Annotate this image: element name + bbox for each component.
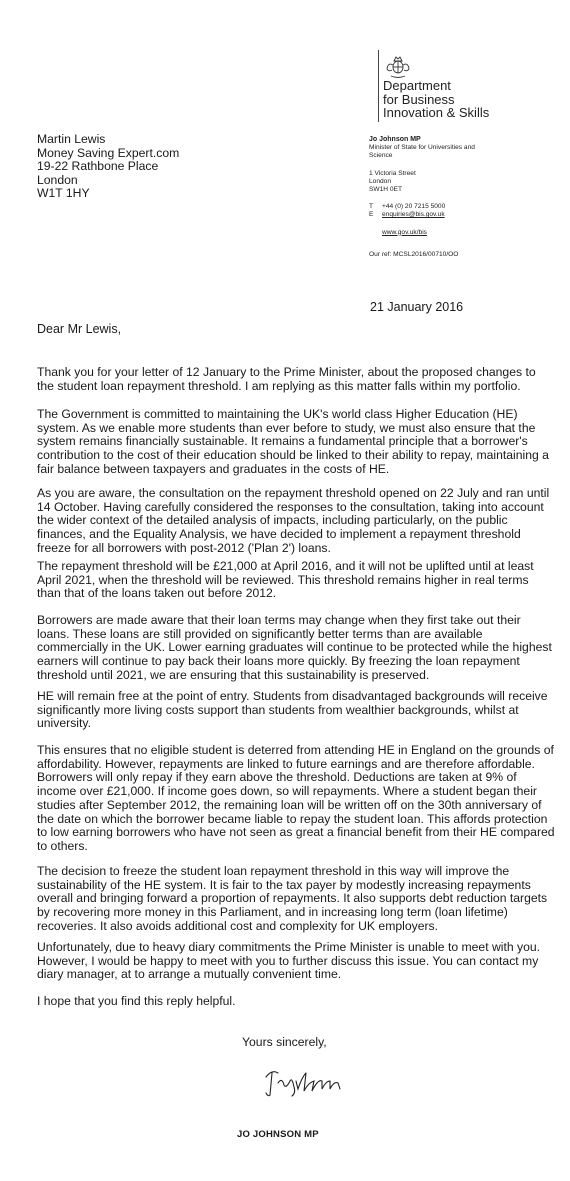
sender-website-link[interactable]: www.gov.uk/bis bbox=[382, 228, 427, 236]
sender-address-line: London bbox=[369, 177, 392, 185]
body-paragraph: This ensures that no eligible student is deterred from attending HE in England on the grounds of affordability. However, repayments are linked to future earnings and are therefore affordable. Borrowers will only repay if they earn above the threshold. Deductions are taken at 9% of income over £21,000. If income goes down, so will repayments. Where a student began their studies after September 2012, the remaining loan will be written off on the 30th anniversary of the date on which the borrower became liable to repay the student loan. This affords protection to low earning borrowers who have not seen as great a financial benefit from their HE compared to others. bbox=[37, 743, 555, 853]
sender-email-row bbox=[369, 211, 475, 219]
body-paragraph: Borrowers are made aware that their loan terms may change when they first take out their loans. These loans are still provided on significantly better terms than are available commercially in the UK. Lower earning graduates will continue to be protected while the highest earners will continue to pay back their loans more quickly. By freezing the loan repayment threshold until 2021, we are ensuring that this sustainability is preserved. bbox=[37, 613, 552, 682]
recipient-line: London bbox=[37, 172, 78, 187]
department-name-line: Department bbox=[383, 78, 451, 93]
body-paragraph: HE will remain free at the point of entry. Students from disadvantaged backgrounds will receive significantly more living costs support than students from wealthier backgrounds, whilst at university. bbox=[37, 689, 548, 731]
recipient-line: W1T 1HY bbox=[37, 186, 90, 201]
department-name-line: Innovation & Skills bbox=[383, 105, 490, 120]
recipient-line: Money Saving Expert.com bbox=[37, 145, 180, 160]
salutation: Dear Mr Lewis, bbox=[37, 322, 122, 336]
body-paragraph: Thank you for your letter of 12 January to the Prime Minister, about the proposed changes to the student loan repayment threshold. I am replying as this matter falls within my portfolio. bbox=[37, 365, 536, 393]
recipient-line: 19-22 Rathbone Place bbox=[37, 159, 159, 174]
body-paragraph: The repayment threshold will be £21,000 at April 2016, and it will not be uplifted until at least April 2021, when the threshold will be reviewed. This threshold remains higher in real terms than that of the loans taken out before 2012. bbox=[37, 559, 534, 601]
sender-email-link[interactable]: enquiries@bis.gov.uk bbox=[382, 211, 445, 219]
body-paragraph: As you are aware, the consultation on the repayment threshold opened on 22 July and ran until 14 October. Having carefully considered the responses to the consultation, taking into account the wider context of the detailed analysis of impacts, including particularly, on the public finances, and the Equality Analysis, we have decided to implement a repayment threshold freeze for all borrowers with post-2012 ('Plan 2') loans. bbox=[37, 486, 550, 555]
handwritten-signature bbox=[262, 1063, 352, 1099]
sender-block bbox=[369, 136, 475, 259]
sender-phone: +44 (0) 20 7215 5000 bbox=[382, 203, 446, 211]
phone-label: T bbox=[369, 203, 374, 211]
sender-title-line: Minister of State for Universities and bbox=[369, 144, 475, 152]
body-paragraph: Unfortunately, due to heavy diary commitments the Prime Minister is unable to meet with you. However, I would be happy to meet with you to further discuss this issue. You can contact my diary manager, at to arrange a mutually convenient time. bbox=[37, 940, 541, 982]
body-paragraph: The Government is committed to maintaining the UK's world class Higher Education (HE) system. As we enable more students than ever before to study, we must also ensure that the system remains financially sustainable. It remains a fundamental principle that a borrower's contribution to the cost of their education should be linked to their ability to repay, maintaining a fair balance between taxpayers and graduates in the costs of HE. bbox=[37, 407, 549, 476]
sender-address-line: SW1H 0ET bbox=[369, 186, 402, 194]
department-name-line: for Business bbox=[383, 91, 455, 107]
royal-crest-icon bbox=[383, 52, 413, 80]
body-paragraph: The decision to freeze the student loan repayment threshold in this way will improve the sustainability of the HE system. It is fair to the tax payer by modestly increasing repayments overall and bringing forward a proportion of repayments. It also supports debt reduction targets by recovering more money in this Parliament, and in increasing long term (loan lifetime) recoveries. It also avoids additional cost and complexity for UK employers. bbox=[37, 864, 548, 933]
signatory-name: JO JOHNSON MP bbox=[237, 1129, 319, 1140]
sender-phone-row bbox=[369, 203, 475, 211]
recipient-line: Martin Lewis bbox=[37, 132, 106, 146]
reference-number: Our ref: MCSL2016/00710/OO bbox=[369, 250, 459, 258]
sender-name: Jo Johnson MP bbox=[369, 136, 421, 143]
sign-off: Yours sincerely, bbox=[242, 1035, 327, 1049]
body-paragraph: I hope that you find this reply helpful. bbox=[37, 994, 236, 1008]
email-label: E bbox=[369, 211, 374, 219]
letter-date: 21 January 2016 bbox=[370, 300, 464, 314]
recipient-address bbox=[37, 133, 179, 201]
sender-address-line: 1 Victoria Street bbox=[369, 169, 416, 177]
sender-title-line: Science bbox=[369, 152, 393, 160]
department-name bbox=[383, 79, 489, 120]
department-divider bbox=[378, 50, 379, 122]
